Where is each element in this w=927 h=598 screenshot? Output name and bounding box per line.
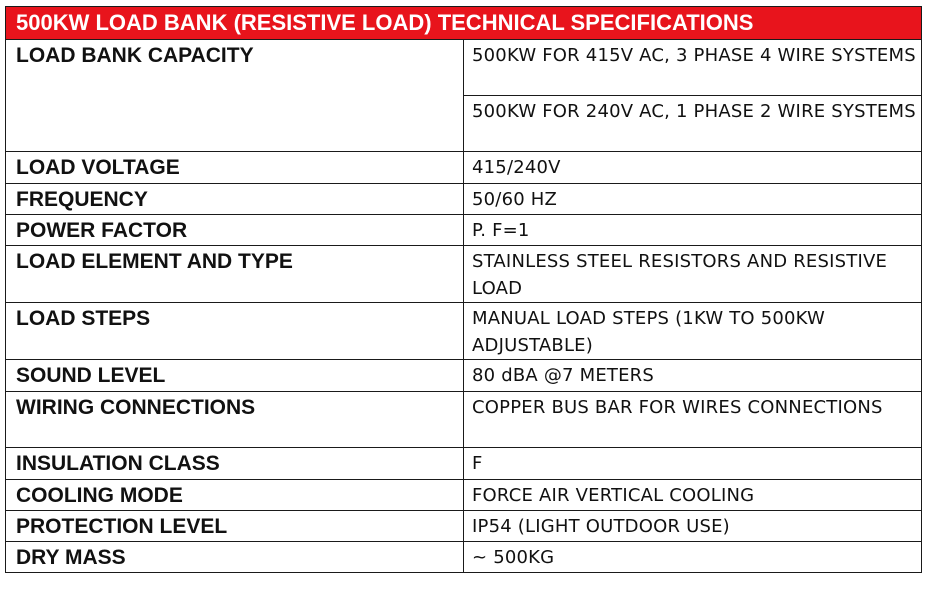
- spec-label: LOAD VOLTAGE: [6, 152, 464, 184]
- spec-value: FORCE AIR VERTICAL COOLING: [464, 480, 922, 511]
- spec-value: 500KW FOR 240V AC, 1 PHASE 2 WIRE SYSTEMS: [464, 96, 922, 152]
- spec-label: LOAD STEPS: [6, 303, 464, 360]
- spec-value: ~ 500KG: [464, 542, 922, 573]
- table-header-row: [6, 7, 922, 40]
- spec-value: 415/240V: [464, 152, 922, 184]
- spec-value: 50/60 HZ: [464, 184, 922, 215]
- spec-label: COOLING MODE: [6, 480, 464, 511]
- spec-label: INSULATION CLASS: [6, 448, 464, 480]
- spec-value: IP54 (LIGHT OUTDOOR USE): [464, 511, 922, 542]
- spec-value: P. F=1: [464, 215, 922, 246]
- spec-value: F: [464, 448, 922, 480]
- spec-label: POWER FACTOR: [6, 215, 464, 246]
- table-row: [6, 542, 922, 573]
- spec-label: LOAD BANK CAPACITY: [6, 40, 464, 152]
- spec-value: COPPER BUS BAR FOR WIRES CONNECTIONS: [464, 392, 922, 448]
- table-row: [6, 40, 922, 96]
- spec-label: PROTECTION LEVEL: [6, 511, 464, 542]
- spec-label: WIRING CONNECTIONS: [6, 392, 464, 448]
- table-row: [6, 303, 922, 360]
- spec-label: FREQUENCY: [6, 184, 464, 215]
- spec-label: LOAD ELEMENT AND TYPE: [6, 246, 464, 303]
- table-row: [6, 360, 922, 392]
- table-row: [6, 152, 922, 184]
- table-row: [6, 215, 922, 246]
- spec-label: SOUND LEVEL: [6, 360, 464, 392]
- table-row: [6, 246, 922, 303]
- spec-table: [5, 6, 922, 573]
- table-title: 500KW LOAD BANK (RESISTIVE LOAD) TECHNICAL SPECIFICATIONS: [6, 7, 922, 40]
- spec-value: 80 dBA @7 METERS: [464, 360, 922, 392]
- table-row: [6, 392, 922, 448]
- table-row: [6, 184, 922, 215]
- table-row: [6, 511, 922, 542]
- spec-value: STAINLESS STEEL RESISTORS AND RESISTIVE LOAD: [464, 246, 922, 303]
- table-row: [6, 480, 922, 511]
- spec-value: 500KW FOR 415V AC, 3 PHASE 4 WIRE SYSTEMS: [464, 40, 922, 96]
- table-row: [6, 448, 922, 480]
- spec-label: DRY MASS: [6, 542, 464, 573]
- spec-value: MANUAL LOAD STEPS (1KW TO 500KW ADJUSTABLE): [464, 303, 922, 360]
